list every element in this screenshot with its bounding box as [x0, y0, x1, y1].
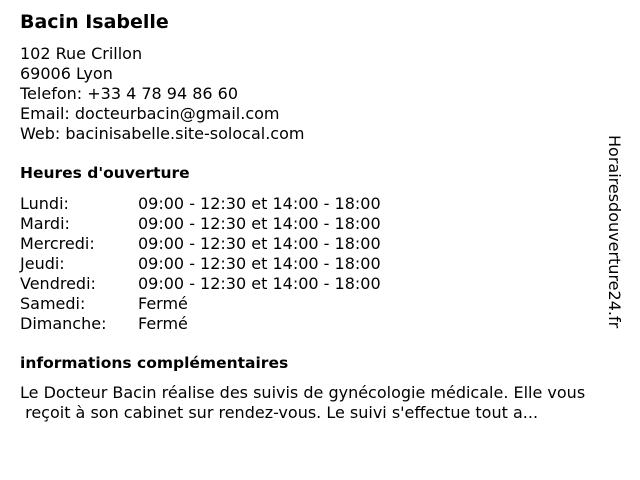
city-postcode: 69006 Lyon [20, 64, 113, 83]
day-label: Jeudi: [20, 254, 65, 273]
phone-number: Telefon: +33 4 78 94 86 60 [20, 84, 239, 103]
doctor-name: Bacin Isabelle [20, 11, 169, 33]
hours-value: 09:00 - 12:30 et 14:00 - 18:00 [138, 214, 381, 233]
hours-value: 09:00 - 12:30 et 14:00 - 18:00 [138, 194, 381, 213]
day-label: Mardi: [20, 214, 70, 233]
day-label: Samedi: [20, 294, 86, 313]
day-label: Mercredi: [20, 234, 95, 253]
street-address: 102 Rue Crillon [20, 44, 143, 63]
email-address: Email: docteurbacin@gmail.com [20, 104, 280, 123]
description-line: Le Docteur Bacin réalise des suivis de gynécologie médicale. Elle vous [20, 383, 586, 402]
site-watermark: Horairesdouverture24.fr [605, 135, 624, 329]
hours-value: 09:00 - 12:30 et 14:00 - 18:00 [138, 254, 381, 273]
day-label: Lundi: [20, 194, 69, 213]
additional-info-heading: informations complémentaires [20, 354, 289, 372]
day-label: Vendredi: [20, 274, 96, 293]
hours-value: Fermé [138, 294, 188, 313]
description-line: reçoit à son cabinet sur rendez-vous. Le suivi s'effectue tout a... [20, 403, 539, 422]
day-label: Dimanche: [20, 314, 107, 333]
hours-value: 09:00 - 12:30 et 14:00 - 18:00 [138, 234, 381, 253]
contact-block [20, 44, 304, 144]
hours-value: 09:00 - 12:30 et 14:00 - 18:00 [138, 274, 381, 293]
opening-hours-heading: Heures d'ouverture [20, 164, 190, 182]
website: Web: bacinisabelle.site-solocal.com [20, 124, 305, 143]
description-text [20, 383, 635, 423]
hours-value: Fermé [138, 314, 188, 333]
